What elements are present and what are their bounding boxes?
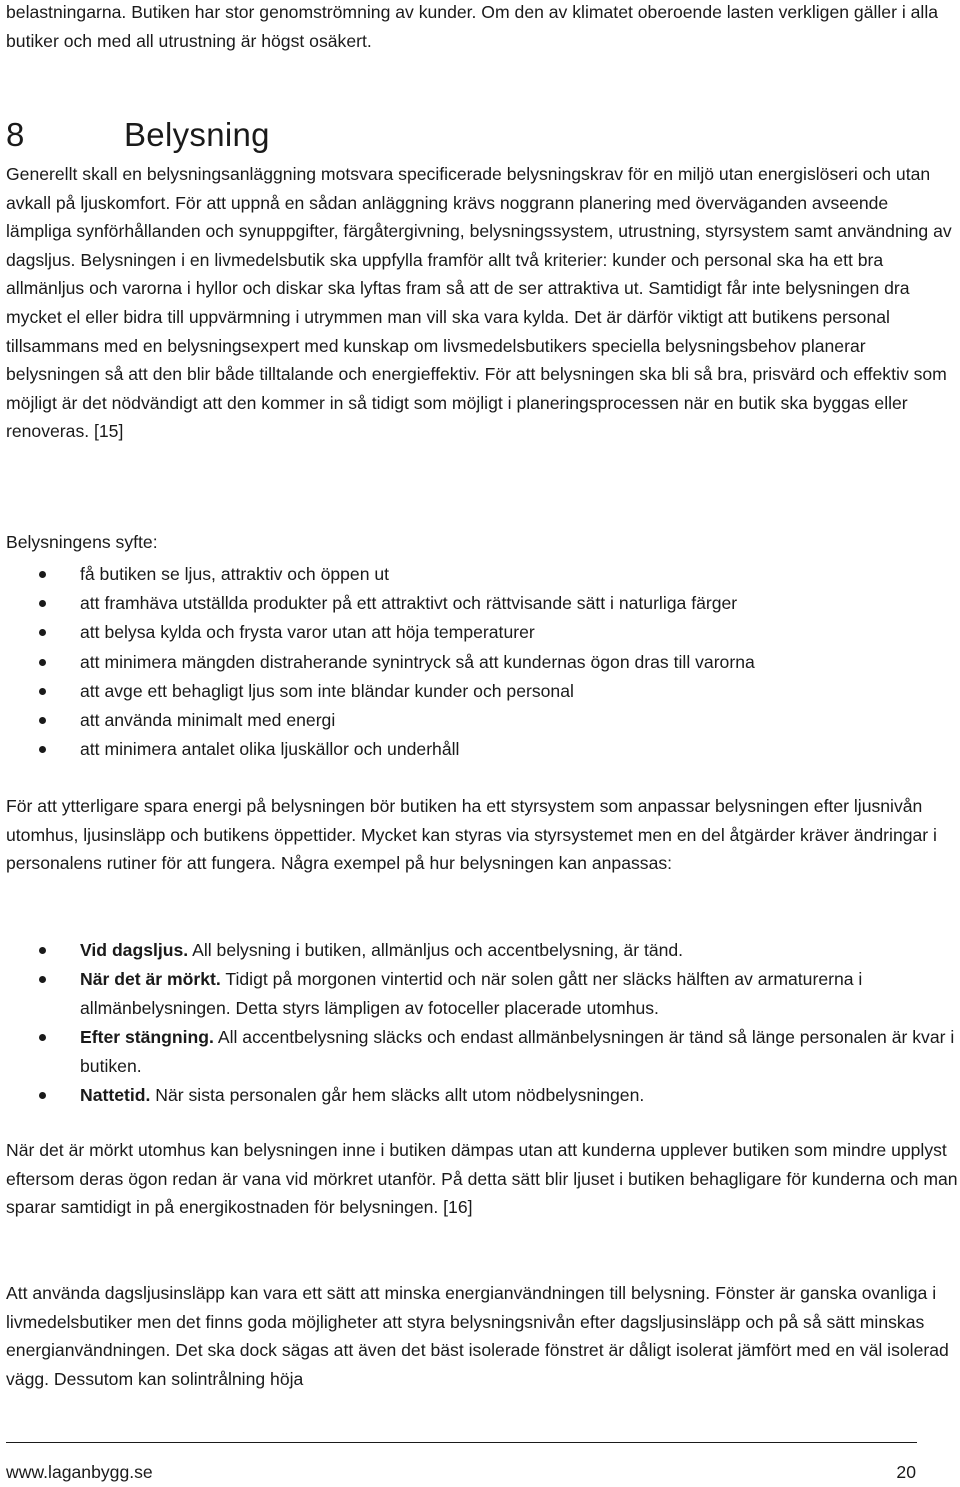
list-item xyxy=(0,648,955,677)
list-item-text: att minimera mängden distraherande synintryck så att kundernas ögon dras till varorna xyxy=(80,651,755,672)
list-item xyxy=(0,1023,955,1081)
list-item-text: Tidigt på morgonen vintertid och när solen gått ner släcks hälften av armaturerna i allmänbelysningen. Detta styrs lämpligen av fotoceller placerade utomhus. xyxy=(80,968,863,1018)
bullet-icon xyxy=(39,688,46,695)
bullet-icon xyxy=(39,947,46,954)
control-list xyxy=(0,936,955,1109)
list-item-text: att minimera antalet olika ljuskällor och underhåll xyxy=(80,739,460,760)
list-item-term: När det är mörkt. xyxy=(80,968,221,989)
list-item-text: att använda minimalt med energi xyxy=(80,710,336,731)
footer-divider xyxy=(6,1442,917,1443)
list-item xyxy=(0,965,955,1023)
bullet-icon xyxy=(39,629,46,636)
section-title: Belysning xyxy=(124,116,270,153)
paragraph-daylight: Att använda dagsljusinsläpp kan vara ett sätt att minska energianvändningen till belysning. Fönster är ganska ovanliga i livmedelsbutiker men det finns goda möjligheter att styra belysningsnivån efter dagsljusinsläpp och på så sätt minskas energianvändningen. Det ska dock sägas att även det bäst isolerade fönstret är dåligt isolerat jämfört med en väl isolerad vägg. Dessutom kan solintrålning höja xyxy=(6,1283,949,1389)
list-item-text: När sista personalen går hem släcks allt utom nödbelysningen. xyxy=(150,1084,645,1105)
bullet-icon xyxy=(39,976,46,983)
bullet-icon xyxy=(39,659,46,666)
list-item xyxy=(0,706,955,735)
list-item-text: All belysning i butiken, allmänljus och accentbelysning, är tänd. xyxy=(188,940,684,960)
purpose-list xyxy=(0,560,955,764)
list-item-text: att avge ett behagligt ljus som inte bländar kunder och personal xyxy=(80,680,574,701)
bullet-icon xyxy=(39,1092,46,1099)
section-heading xyxy=(6,110,270,160)
footer-url: www.laganbygg.se xyxy=(6,1462,153,1482)
list-item xyxy=(0,735,955,764)
list-item xyxy=(0,618,955,647)
purpose-label: Belysningens syfte: xyxy=(6,532,158,552)
paragraph-intro: Generellt skall en belysningsanläggning motsvara specificerade belysningskrav för en miljö utan energislöseri och utan avkall på ljuskomfort. För att uppnå en sådan anläggning krävs noggrann planering med överväganden avseende lämpliga synförhållanden och synuppgifter, färgåtergivning, belysningssystem, utrustning, styrsystem samt användning av dagsljus. Belysningen i en livmedelsbutik ska uppfylla framför allt två kriterier: kunder och personal ska ha ett bra allmänljus och varorna i hyllor och diskar ska lyftas fram så att de ser attraktiva ut. Samtidigt får inte belysningen dra mycket el eller bidra till uppvärmning i utrymmen man vill ska vara kylda. Det är därför viktigt att butikens personal tillsammans med en belysningsexpert med kunskap om livsmedelsbutikers speciella belysningsbehov planerar belysningen så att den blir både tilltalande och energieffektiv. För att belysningen ska bli så bra, prisvärd och effektiv som möjligt är det nödvändigt att den kommer in så tidigt som möjligt i planeringsprocessen när en butik ska byggas eller renoveras. [15] xyxy=(6,164,952,442)
list-item-term: Efter stängning. xyxy=(80,1026,214,1047)
bullet-icon xyxy=(39,600,46,607)
section-number: 8 xyxy=(6,116,25,153)
list-item-term: Nattetid. xyxy=(80,1084,151,1105)
bullet-icon xyxy=(39,571,46,578)
page-number: 20 xyxy=(896,1462,916,1482)
list-item xyxy=(0,677,955,706)
bullet-icon xyxy=(39,1034,46,1041)
list-item xyxy=(0,589,955,618)
list-item xyxy=(0,560,955,589)
list-item xyxy=(0,1081,955,1110)
list-item-text: All accentbelysning släcks och endast allmänbelysningen är tänd så länge personalen är kvar i butiken. xyxy=(80,1026,955,1076)
list-item-text: få butiken se ljus, attraktiv och öppen ut xyxy=(80,564,390,584)
paragraph-top: belastningarna. Butiken har stor genomströmning av kunder. Om den av klimatet oberoende lasten verkligen gäller i alla butiker och med all utrustning är högst osäkert. xyxy=(6,2,939,51)
list-item xyxy=(0,936,955,965)
list-item-text: att framhäva utställda produkter på ett attraktivt och rättvisande sätt i naturliga färger xyxy=(80,593,738,614)
bullet-icon xyxy=(39,746,46,753)
paragraph-control: För att ytterligare spara energi på belysningen bör butiken ha ett styrsystem som anpassar belysningen efter ljusnivån utomhus, ljusinsläpp och butikens öppettider. Mycket kan styras via styrsystemet men en del åtgärder kräver ändringar i personalens rutiner för att fungera. Några exempel på hur belysningen kan anpassas: xyxy=(6,796,937,874)
paragraph-dimming: När det är mörkt utomhus kan belysningen inne i butiken dämpas utan att kunderna upplever butiken som mindre upplyst eftersom deras ögon redan är vana vid mörkret utanför. På detta sätt blir ljuset i butiken behagligare för kunderna och man sparar samtidigt in på energikostnaden för belysningen. [16] xyxy=(6,1140,958,1218)
list-item-text: att belysa kylda och frysta varor utan att höja temperaturer xyxy=(80,622,535,643)
list-item-term: Vid dagsljus. xyxy=(80,940,189,960)
bullet-icon xyxy=(39,717,46,724)
